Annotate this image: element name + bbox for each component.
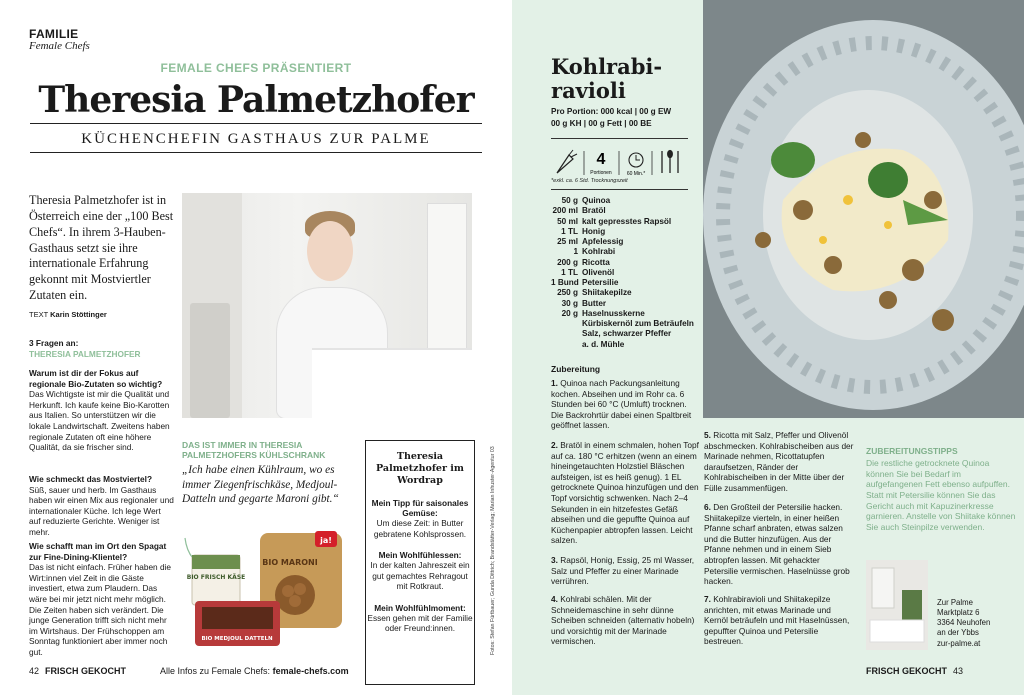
divider xyxy=(551,189,688,190)
maroni-pack-label: BIO MARONI xyxy=(262,558,318,567)
list-item: Salz, schwarzer Pfeffer xyxy=(582,329,672,339)
cheese-pack-label: BIO FRISCH KÄSE xyxy=(186,574,246,581)
interview-item: Wie schafft man im Ort den Spagat zur Fine-Dining-Klientel? Das ist nicht einfach. Früher haben die Wirt:innen viel Zeit in die Gäste investiert, etwa zum Plaudern. Das wäre bei mir jetzt nicht mehr möglich. Die Zeiten haben sich verändert. Die junge Generation trifft sich nicht mehr im Wirtshaus. Der Frühschoppen am Sonntag funktioniert aber immer noch gut. xyxy=(29,541,172,658)
interview-heading: 3 Fragen an: THERESIA PALMETZHOFER xyxy=(29,338,141,359)
intro-text: Theresia Palmetzhofer ist in Österreich eine der „100 Best Chefs“. In ihrem 3-Hauben-Gasthaus setzt sie ihre internationale Erfahrung gekonnt mit Mostviertler Zutaten ein. xyxy=(29,193,174,303)
list-item: Kürbiskernöl zum Beträufeln xyxy=(582,319,694,328)
photo-credit: Fotos: Stefan Fürtbauer; Gunda Dittrich; Brandstätter-Verlag; Marian Inhuster-Agentur 03 xyxy=(490,446,496,655)
time-value: 60 Min.* xyxy=(626,171,646,177)
list-item: 200 ml Bratöl xyxy=(552,206,606,216)
author-credit: TEXT Karin Stöttinger xyxy=(29,310,107,319)
wordrap-item: Mein Wohlfühlessen: In der kalten Jahreszeit ein gut gemachtes Rehragout mit Rotkraut. xyxy=(370,550,470,592)
list-item: 250 g Shiitakepilze xyxy=(557,288,632,298)
recipe-step: 7. Kohlrabiravioli und Shiitakepilze anrichten, mit etwas Marinade und Kernöl beträufeln und mit Haselnüssen, gepuffter Quinoa und Petersilie bestreuen. xyxy=(704,594,850,647)
list-item: 1 Kohlrabi xyxy=(573,247,616,257)
list-item: 1 Bund Petersilie xyxy=(551,278,619,287)
nutrition-info: Pro Portion: 000 kcal | 00 g EW 00 g KH | 00 g Fett | 00 BE xyxy=(551,107,672,128)
list-item: 25 ml Apfelessig xyxy=(557,237,624,246)
website-link[interactable]: zur-palme.at xyxy=(937,638,981,648)
list-item: a. d. Mühle xyxy=(582,339,625,349)
list-item: 50 ml kalt gepresstes Rapsöl xyxy=(557,216,672,226)
dates-pack-label: BIO MEDJOUL DATTELN xyxy=(201,636,273,642)
list-item: 20 g Haselnusskerne xyxy=(561,308,645,318)
website-link[interactable]: female-chefs.com xyxy=(272,666,349,676)
recipe-step: 4. Kohlrabi schälen. Mit der Schneidemaschine in sehr dünne Scheiben schneiden (alternativ hobeln) und vorsichtig mit der Marinade vermischen. xyxy=(551,594,695,647)
chef-portrait xyxy=(182,193,472,418)
footer-left: 42 FRISCH GEKOCHT xyxy=(29,666,127,676)
divider xyxy=(30,123,482,124)
divider xyxy=(551,138,688,139)
kicker: FEMALE CHEFS PRÄSENTIERT xyxy=(160,61,352,75)
divider xyxy=(30,152,482,153)
footer-info: Alle Infos zu Female Chefs: female-chefs.com xyxy=(160,666,349,676)
brand-logo: ja! xyxy=(320,536,332,545)
clock-icon xyxy=(629,153,643,167)
footer-right: FRISCH GEKOCHT 43 xyxy=(866,666,964,676)
restaurant-photo xyxy=(866,560,928,650)
interview-item: Warum ist dir der Fokus auf regionale Bio-Zutaten so wichtig? Das Wichtigste ist mir die Qualität und Herkunft. Ich kaufe keine Bio-Karotten aus Italien. So unterstützen wir die lokale Landwirtschaft. Zweitens haben regionale Zutaten oft eine höhere Qualität, da sie frischer sind. xyxy=(29,368,170,453)
product-images xyxy=(180,523,355,653)
wordrap-item: Mein Tipp für saisonales Gemüse: Um diese Zeit: in Butter gebratene Kohlsprossen. xyxy=(371,497,469,539)
interview-item: Wie schmeckt das Mostviertel? Süß, sauer und herb. Im Gasthaus haben wir einen Mix aus regionaler und internationaler Küche. Ich lege Wert auf reduzierte Gerichte. Weniger ist mehr. xyxy=(29,474,174,538)
steps-heading: Zubereitung xyxy=(551,364,601,374)
recipe-step: 5. Ricotta mit Salz, Pfeffer und Olivenöl abschmecken. Kohlrabischeiben aus der Marinade nehmen, Ricottatupfen daraufsetzen, Ränder der Kohlrabischeiben in der Mitte über der Fülle zusammenfügen. xyxy=(704,430,854,494)
cutlery-icon xyxy=(662,151,678,174)
page-title: Theresia Palmetzhofer xyxy=(38,79,474,121)
section-category: FAMILIE xyxy=(29,27,79,41)
list-item: 50 g Quinoa xyxy=(561,196,611,205)
list-item: 200 g Ricotta xyxy=(557,257,610,267)
recipe-step: 3. Rapsöl, Honig, Essig, 25 ml Wasser, Salz und Pfeffer zu einer Marinade verrühren. xyxy=(551,555,695,587)
wordrap-item: Mein Wohlfühlmoment: Essen gehen mit der Familie oder Freund:innen. xyxy=(367,602,473,634)
portions-label: Portionen xyxy=(590,170,612,176)
carrot-icon xyxy=(557,150,577,173)
portions-value: 4 xyxy=(596,151,606,168)
recipe-step: 1. Quinoa nach Packungsanleitung kochen. Abseihen und im Rohr ca. 6 Stunden bei 60 °C (Umluft) trocknen. Die Backrohrtür dabei einen Spaltbreit geöffnet lassen. xyxy=(551,378,692,431)
time-note: *exkl. ca. 6 Std. Trocknungszeit xyxy=(551,178,628,184)
recipe-step: 2. Bratöl in einem schmalen, hohen Topf auf ca. 180 °C erhitzen (wenn an einem hineingetauchten Holzstiel Bläschen aufsteigen, ist es heiß genug). 1 EL getrocknete Quinoa hinzufügen und den Topf vorsichtig schwenken. Nach 2–4 Sekunden in ein hitzefestes Gefäß abseihen und die gepuffte Quinoa auf Küchenpapier abtropfen lassen. Leicht salzen. xyxy=(551,440,699,546)
list-item: 1 TL Olivenöl xyxy=(561,267,615,277)
section-subcategory: Female Chefs xyxy=(29,40,90,52)
recipe-step: 6. Den Großteil der Petersilie hacken. Shiitakepilze vierteln, in einer heißen Pfanne scharf anbraten, etwas salzen und die Butter hinzufügen. Aus der Pfanne nehmen und in einem Sieb abtropfen lassen. Mit gehackter Petersilie vermischen. Haselnüsse grob hacken. xyxy=(704,502,850,587)
fridge-quote: „Ich habe einen Kühlraum, wo es immer Ziegenfrischkäse, Medjoul-Datteln und gegarte Maroni gibt.“ xyxy=(182,464,339,506)
ingredient-list xyxy=(551,196,701,350)
tipps-heading: ZUBEREITUNGSTIPPS xyxy=(866,446,958,456)
restaurant-address: Zur Palme Marktplatz 6 3364 Neuhofen an der Ybbs zur-palme.at xyxy=(937,598,991,648)
subtitle: KÜCHENCHEFIN GASTHAUS ZUR PALME xyxy=(81,131,431,147)
tipps-text: Die restliche getrocknete Quinoa können Sie bei Bedarf im aufgefangenen Fett ebenso aufpuffen. Statt mit Petersilie können Sie das Gericht auch mit Kapuzinerkresse garnieren. Anstelle von Shiitake können Sie auch Steinpilze verwenden. xyxy=(866,458,1016,532)
list-item: 30 g Butter xyxy=(561,298,607,308)
dish-photo xyxy=(703,0,1024,418)
fridge-heading: DAS IST IMMER IN THERESIA PALMETZHOFERS KÜHLSCHRANK xyxy=(182,440,326,461)
wordrap-box xyxy=(365,440,475,685)
list-item: 1 TL Honig xyxy=(561,226,606,236)
recipe-meta xyxy=(551,147,691,179)
wordrap-title: Theresia Palmetzhofer im Wordrap xyxy=(376,451,464,486)
recipe-title: Kohlrabi- ravioli xyxy=(551,54,663,104)
